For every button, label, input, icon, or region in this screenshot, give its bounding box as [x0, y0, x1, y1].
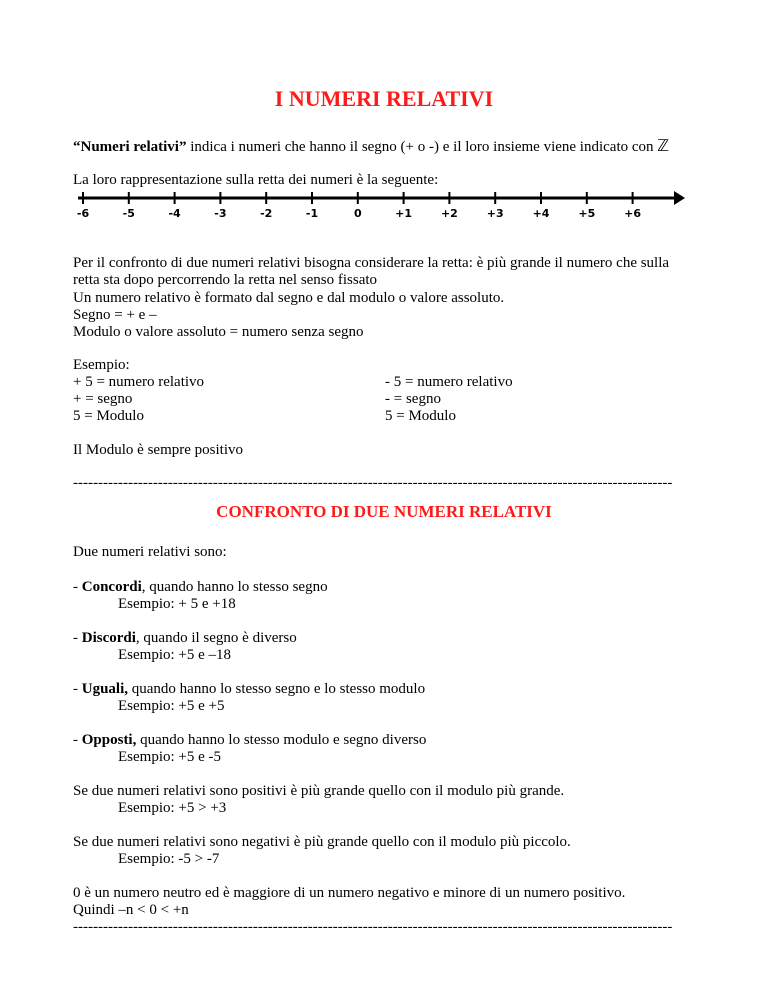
number-line-arrow [674, 191, 685, 205]
rule-negative: Se due numeri relativi sono negativi è più grande quello con il modulo più piccolo. Esempio: -5 > -7 [73, 834, 695, 868]
number-line-label: -3 [214, 207, 227, 220]
section2-intro: Due numeri relativi sono: [73, 544, 227, 560]
separator-line: ------------------------------------------------------------------------------------------------------------------------ [73, 475, 673, 491]
number-line-label: -5 [122, 207, 135, 220]
intro-paragraph [73, 137, 695, 156]
example-left-line: + = segno [73, 391, 133, 407]
type-example: Esempio: +5 e -5 [118, 749, 222, 765]
type-item-opposti: - Opposti, quando hanno lo stesso modulo e segno diverso Esempio: +5 e -5 [73, 732, 695, 766]
section2-title: CONFRONTO DI DUE NUMERI RELATIVI [216, 502, 552, 521]
definition-block [73, 290, 695, 341]
example-right-column [385, 374, 513, 425]
number-line-label: -2 [260, 207, 273, 220]
example-left-line: + 5 = numero relativo [73, 374, 205, 390]
type-term: Opposti, [81, 732, 137, 748]
integer-set-symbol: ℤ [657, 136, 670, 155]
number-line-label: +2 [440, 207, 458, 220]
example-right-line: - 5 = numero relativo [385, 374, 513, 390]
intro-bold-term: “Numeri relativi” [73, 139, 187, 155]
modulo-note: Il Modulo è sempre positivo [73, 442, 243, 458]
example-right-line: - = segno [385, 391, 441, 407]
number-line-label: +6 [624, 207, 642, 220]
type-term: Discordi [81, 630, 136, 646]
example-right-line: 5 = Modulo [385, 408, 456, 424]
line-intro: La loro rappresentazione sulla retta dei numeri è la seguente: [73, 172, 439, 188]
number-line-label: +1 [395, 207, 413, 220]
example-heading: Esempio: [73, 357, 130, 373]
definition-line: Segno = + e – [73, 307, 157, 323]
number-line-label: 0 [353, 207, 362, 220]
number-line-label: -1 [305, 207, 319, 220]
rule-example: Esempio: +5 > +3 [118, 800, 227, 816]
type-item-uguali: - Uguali, quando hanno lo stesso segno e lo stesso modulo Esempio: +5 e +5 [73, 681, 695, 715]
type-term: Uguali, [81, 681, 129, 697]
number-line-label: -6 [76, 207, 90, 220]
type-item-discordi: - Discordi, quando il segno è diverso Esempio: +5 e –18 [73, 630, 695, 664]
type-item-concordi: - Concordi, quando hanno lo stesso segno Esempio: + 5 e +18 [73, 579, 695, 613]
definition-line: Un numero relativo è formato dal segno e dal modulo o valore assoluto. [73, 290, 505, 306]
intro-text: indica i numeri che hanno il segno (+ o -) e il loro insieme viene indicato con [186, 139, 658, 155]
type-example: Esempio: +5 e +5 [118, 698, 225, 714]
number-line [73, 190, 695, 222]
type-term: Concordi [81, 579, 142, 595]
example-block [73, 357, 695, 425]
confronto-paragraph: Per il confronto di due numeri relativi bisogna considerare la retta: è più grande il numero che sulla retta sta dopo percorrendo la retta nel senso fissato [73, 255, 670, 288]
rule-example: Esempio: -5 > -7 [118, 851, 220, 867]
type-example: Esempio: +5 e –18 [118, 647, 232, 663]
number-line-label: +4 [532, 207, 550, 220]
definition-line: Modulo o valore assoluto = numero senza segno [73, 324, 364, 340]
rule-positive: Se due numeri relativi sono positivi è più grande quello con il modulo più grande. Esempio: +5 > +3 [73, 783, 695, 817]
number-line-label: +5 [578, 207, 596, 220]
number-line-label: -4 [168, 207, 181, 220]
zero-note: 0 è un numero neutro ed è maggiore di un numero negativo e minore di un numero positivo. Quindi –n < 0 < +n [73, 885, 626, 918]
example-left-line: 5 = Modulo [73, 408, 144, 424]
separator-line-bottom: ------------------------------------------------------------------------------------------------------------------------ [73, 919, 673, 935]
number-line-label: +3 [486, 207, 504, 220]
type-example: Esempio: + 5 e +18 [118, 596, 236, 612]
page-title: I NUMERI RELATIVI [274, 86, 494, 111]
